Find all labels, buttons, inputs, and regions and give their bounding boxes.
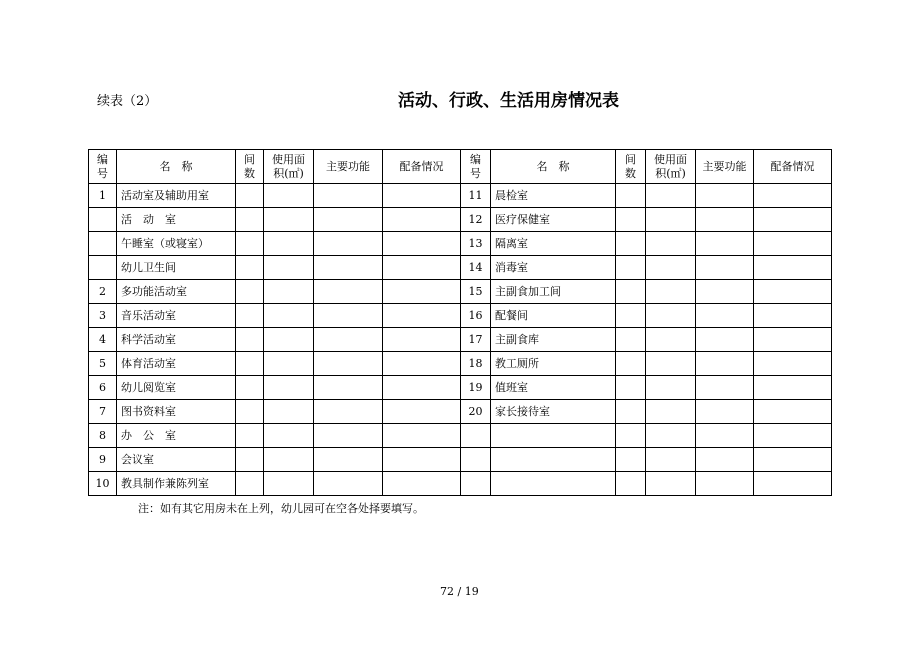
room-number: 3: [89, 304, 117, 328]
room-function-cell[interactable]: [314, 280, 383, 304]
room-equipment-cell[interactable]: [754, 328, 832, 352]
room-name: 医疗保健室: [491, 208, 616, 232]
room-count-cell[interactable]: [236, 400, 264, 424]
room-area-cell[interactable]: [264, 424, 314, 448]
room-count-cell[interactable]: [616, 184, 646, 208]
room-area-cell[interactable]: [646, 400, 696, 424]
room-function-cell[interactable]: [696, 448, 754, 472]
room-equipment-cell[interactable]: [383, 280, 461, 304]
room-function-cell[interactable]: [314, 424, 383, 448]
room-area-cell[interactable]: [264, 280, 314, 304]
room-number: 10: [89, 472, 117, 496]
room-name: 音乐活动室: [117, 304, 236, 328]
room-name: 图书资料室: [117, 400, 236, 424]
room-area-cell[interactable]: [264, 400, 314, 424]
header-name: 名 称: [491, 150, 616, 184]
room-equipment-cell[interactable]: [383, 304, 461, 328]
header-equipment: 配备情况: [754, 150, 832, 184]
room-number: 7: [89, 400, 117, 424]
room-name: 隔离室: [491, 232, 616, 256]
header-name: 名 称: [117, 150, 236, 184]
room-number: [461, 448, 491, 472]
room-area-cell[interactable]: [646, 208, 696, 232]
room-number: 6: [89, 376, 117, 400]
room-name: 幼儿卫生间: [117, 256, 236, 280]
room-area-cell[interactable]: [264, 304, 314, 328]
room-number: 5: [89, 352, 117, 376]
table-row: [89, 376, 832, 400]
room-count-cell[interactable]: [616, 304, 646, 328]
rooms-table: [88, 149, 832, 496]
room-count-cell[interactable]: [236, 472, 264, 496]
room-count-cell[interactable]: [616, 208, 646, 232]
room-function-cell[interactable]: [696, 184, 754, 208]
room-function-cell[interactable]: [696, 400, 754, 424]
room-function-cell[interactable]: [696, 424, 754, 448]
room-area-cell[interactable]: [646, 256, 696, 280]
room-number: 16: [461, 304, 491, 328]
room-name: 科学活动室: [117, 328, 236, 352]
room-count-cell[interactable]: [236, 256, 264, 280]
room-area-cell[interactable]: [264, 184, 314, 208]
room-function-cell[interactable]: [696, 472, 754, 496]
room-count-cell[interactable]: [236, 280, 264, 304]
header-count: 间数: [236, 150, 264, 184]
room-count-cell[interactable]: [616, 232, 646, 256]
table-row: [89, 400, 832, 424]
room-number: 12: [461, 208, 491, 232]
room-number: 8: [89, 424, 117, 448]
room-number: 1: [89, 184, 117, 208]
room-count-cell[interactable]: [236, 208, 264, 232]
table-row: [89, 352, 832, 376]
page-number: 72 / 19: [440, 585, 479, 598]
room-count-cell[interactable]: [616, 424, 646, 448]
header-area: 使用面积(㎡): [264, 150, 314, 184]
room-function-cell[interactable]: [314, 232, 383, 256]
room-name: 晨检室: [491, 184, 616, 208]
table-row: [89, 184, 832, 208]
room-equipment-cell[interactable]: [754, 208, 832, 232]
footnote: 注：如有其它用房未在上列，幼儿园可在空各处择要填写。: [138, 502, 424, 515]
room-area-cell[interactable]: [646, 352, 696, 376]
room-name: 多功能活动室: [117, 280, 236, 304]
room-area-cell[interactable]: [264, 232, 314, 256]
room-count-cell[interactable]: [236, 304, 264, 328]
table-row: [89, 256, 832, 280]
room-number: [89, 232, 117, 256]
room-function-cell[interactable]: [314, 256, 383, 280]
room-area-cell[interactable]: [264, 448, 314, 472]
room-name: 幼儿阅览室: [117, 376, 236, 400]
header-count: 间数: [616, 150, 646, 184]
room-equipment-cell[interactable]: [383, 448, 461, 472]
room-count-cell[interactable]: [236, 184, 264, 208]
table-row: [89, 232, 832, 256]
room-area-cell[interactable]: [264, 208, 314, 232]
room-count-cell[interactable]: [236, 424, 264, 448]
room-equipment-cell[interactable]: [754, 448, 832, 472]
room-equipment-cell[interactable]: [383, 232, 461, 256]
room-equipment-cell[interactable]: [383, 208, 461, 232]
room-count-cell[interactable]: [236, 448, 264, 472]
room-function-cell[interactable]: [696, 232, 754, 256]
room-area-cell[interactable]: [646, 304, 696, 328]
room-area-cell[interactable]: [264, 256, 314, 280]
room-name: [491, 448, 616, 472]
room-area-cell[interactable]: [646, 328, 696, 352]
room-area-cell[interactable]: [264, 376, 314, 400]
room-equipment-cell[interactable]: [383, 184, 461, 208]
header-equipment: 配备情况: [383, 150, 461, 184]
room-area-cell[interactable]: [646, 184, 696, 208]
table-row: [89, 424, 832, 448]
room-equipment-cell[interactable]: [754, 400, 832, 424]
room-name: 活 动 室: [117, 208, 236, 232]
room-function-cell[interactable]: [696, 352, 754, 376]
room-name: 主副食库: [491, 328, 616, 352]
room-area-cell[interactable]: [646, 376, 696, 400]
room-function-cell[interactable]: [696, 304, 754, 328]
room-equipment-cell[interactable]: [754, 184, 832, 208]
room-equipment-cell[interactable]: [754, 424, 832, 448]
room-count-cell[interactable]: [616, 352, 646, 376]
room-area-cell[interactable]: [264, 472, 314, 496]
header-num: 编号: [461, 150, 491, 184]
room-function-cell[interactable]: [696, 208, 754, 232]
room-number: 17: [461, 328, 491, 352]
room-number: 14: [461, 256, 491, 280]
page-title: 活动、行政、生活用房情况表: [398, 91, 619, 111]
room-number: 13: [461, 232, 491, 256]
room-count-cell[interactable]: [616, 256, 646, 280]
table-row: [89, 328, 832, 352]
room-name: 午睡室（或寝室）: [117, 232, 236, 256]
room-name: [491, 472, 616, 496]
room-equipment-cell[interactable]: [754, 232, 832, 256]
room-function-cell[interactable]: [696, 280, 754, 304]
room-function-cell[interactable]: [314, 184, 383, 208]
room-equipment-cell[interactable]: [383, 400, 461, 424]
room-number: [89, 208, 117, 232]
room-area-cell[interactable]: [264, 352, 314, 376]
room-area-cell[interactable]: [646, 280, 696, 304]
room-equipment-cell[interactable]: [383, 256, 461, 280]
table-header-row: [89, 150, 832, 184]
table-row: [89, 208, 832, 232]
room-number: 4: [89, 328, 117, 352]
table-row: [89, 448, 832, 472]
header-function: 主要功能: [314, 150, 383, 184]
room-function-cell[interactable]: [314, 448, 383, 472]
room-equipment-cell[interactable]: [754, 280, 832, 304]
room-count-cell[interactable]: [616, 280, 646, 304]
room-number: 9: [89, 448, 117, 472]
room-name: [491, 424, 616, 448]
room-area-cell[interactable]: [646, 232, 696, 256]
room-area-cell[interactable]: [646, 472, 696, 496]
room-function-cell[interactable]: [314, 352, 383, 376]
room-name: 值班室: [491, 376, 616, 400]
room-equipment-cell[interactable]: [754, 376, 832, 400]
room-equipment-cell[interactable]: [754, 472, 832, 496]
room-function-cell[interactable]: [314, 208, 383, 232]
room-name: 会议室: [117, 448, 236, 472]
room-number: [461, 424, 491, 448]
room-name: 主副食加工间: [491, 280, 616, 304]
room-equipment-cell[interactable]: [383, 424, 461, 448]
room-equipment-cell[interactable]: [383, 328, 461, 352]
room-count-cell[interactable]: [616, 472, 646, 496]
room-area-cell[interactable]: [264, 328, 314, 352]
room-name: 家长接待室: [491, 400, 616, 424]
room-count-cell[interactable]: [616, 328, 646, 352]
room-equipment-cell[interactable]: [754, 256, 832, 280]
room-count-cell[interactable]: [236, 376, 264, 400]
room-number: 11: [461, 184, 491, 208]
table-row: [89, 280, 832, 304]
room-equipment-cell[interactable]: [383, 376, 461, 400]
room-area-cell[interactable]: [646, 424, 696, 448]
room-name: 教具制作兼陈列室: [117, 472, 236, 496]
room-equipment-cell[interactable]: [754, 304, 832, 328]
room-function-cell[interactable]: [314, 304, 383, 328]
table-row: [89, 304, 832, 328]
room-number: 20: [461, 400, 491, 424]
room-equipment-cell[interactable]: [383, 352, 461, 376]
room-number: [89, 256, 117, 280]
room-function-cell[interactable]: [696, 376, 754, 400]
room-number: 2: [89, 280, 117, 304]
room-number: 15: [461, 280, 491, 304]
room-count-cell[interactable]: [616, 400, 646, 424]
room-name: 体育活动室: [117, 352, 236, 376]
room-name: 活动室及辅助用室: [117, 184, 236, 208]
room-function-cell[interactable]: [696, 256, 754, 280]
header-area: 使用面积(㎡): [646, 150, 696, 184]
room-name: 配餐间: [491, 304, 616, 328]
room-count-cell[interactable]: [236, 328, 264, 352]
room-equipment-cell[interactable]: [383, 472, 461, 496]
room-function-cell[interactable]: [314, 328, 383, 352]
header-num: 编号: [89, 150, 117, 184]
room-area-cell[interactable]: [646, 448, 696, 472]
room-function-cell[interactable]: [696, 328, 754, 352]
room-name: 教工厕所: [491, 352, 616, 376]
room-count-cell[interactable]: [616, 376, 646, 400]
room-count-cell[interactable]: [236, 232, 264, 256]
room-function-cell[interactable]: [314, 376, 383, 400]
room-number: [461, 472, 491, 496]
header-function: 主要功能: [696, 150, 754, 184]
room-number: 19: [461, 376, 491, 400]
room-function-cell[interactable]: [314, 400, 383, 424]
room-equipment-cell[interactable]: [754, 352, 832, 376]
room-name: 消毒室: [491, 256, 616, 280]
table-subtitle: 续表（2）: [97, 94, 158, 109]
room-count-cell[interactable]: [616, 448, 646, 472]
room-number: 18: [461, 352, 491, 376]
room-count-cell[interactable]: [236, 352, 264, 376]
room-function-cell[interactable]: [314, 472, 383, 496]
table-row: [89, 472, 832, 496]
room-name: 办 公 室: [117, 424, 236, 448]
